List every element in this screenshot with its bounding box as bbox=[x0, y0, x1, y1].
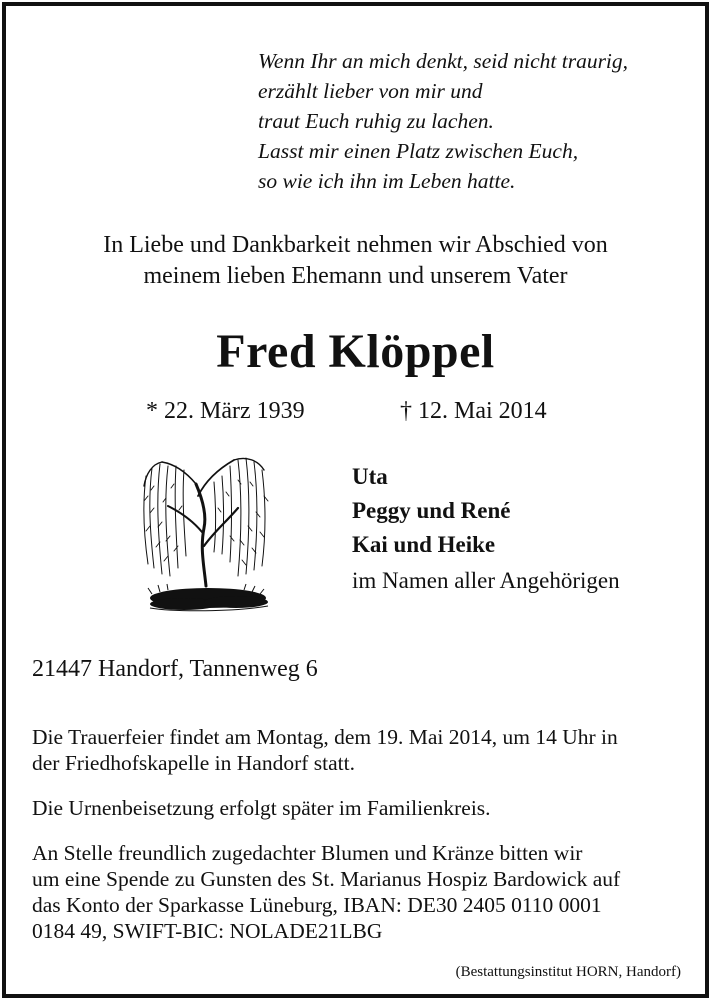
border-top bbox=[2, 2, 709, 6]
intro-line: In Liebe und Dankbarkeit nehmen wir Abschied von bbox=[103, 232, 608, 258]
family-member: Kai und Heike bbox=[352, 532, 496, 557]
poem-line: Wenn Ihr an mich denkt, seid nicht traurig, bbox=[258, 49, 629, 73]
donation-notice bbox=[32, 840, 692, 944]
border-left bbox=[2, 2, 6, 998]
obituary-notice bbox=[2, 2, 709, 998]
funeral-line: Die Trauerfeier findet am Montag, dem 19. Mai 2014, um 14 Uhr in bbox=[32, 725, 618, 749]
address: 21447 Handorf, Tannenweg 6 bbox=[32, 656, 318, 682]
donation-line: 0184 49, SWIFT-BIC: NOLADE21LBG bbox=[32, 919, 383, 943]
family-member: Peggy und René bbox=[352, 498, 511, 523]
poem bbox=[258, 46, 628, 196]
death-date: † 12. Mai 2014 bbox=[400, 398, 547, 424]
weeping-willow-icon bbox=[134, 436, 280, 622]
donation-line: um eine Spende zu Gunsten des St. Marianus Hospiz Bardowick auf bbox=[32, 867, 621, 891]
funeral-home-credit: (Bestattungsinstitut HORN, Handorf) bbox=[455, 964, 681, 980]
family-closing: im Namen aller Angehörigen bbox=[352, 568, 620, 593]
family-members bbox=[352, 460, 620, 598]
donation-line: An Stelle freundlich zugedachter Blumen und Kränze bitten wir bbox=[32, 841, 583, 865]
birth-date: * 22. März 1939 bbox=[146, 398, 305, 424]
funeral-notice bbox=[32, 724, 692, 776]
intro-text bbox=[2, 230, 709, 292]
poem-line: so wie ich ihn im Leben hatte. bbox=[258, 169, 516, 193]
deceased-name: Fred Klöppel bbox=[216, 325, 495, 378]
poem-line: erzählt lieber von mir und bbox=[258, 79, 483, 103]
urn-line: Die Urnenbeisetzung erfolgt später im Familienkreis. bbox=[32, 796, 491, 820]
family-member: Uta bbox=[352, 464, 388, 489]
funeral-line: der Friedhofskapelle in Handorf statt. bbox=[32, 751, 356, 775]
poem-line: Lasst mir einen Platz zwischen Euch, bbox=[258, 139, 579, 163]
border-right bbox=[705, 2, 709, 998]
poem-line: traut Euch ruhig zu lachen. bbox=[258, 109, 494, 133]
donation-line: das Konto der Sparkasse Lüneburg, IBAN: DE30 2405 0110 0001 bbox=[32, 893, 602, 917]
border-bottom bbox=[2, 994, 709, 998]
intro-line: meinem lieben Ehemann und unserem Vater bbox=[143, 263, 568, 289]
urn-notice bbox=[32, 795, 692, 821]
